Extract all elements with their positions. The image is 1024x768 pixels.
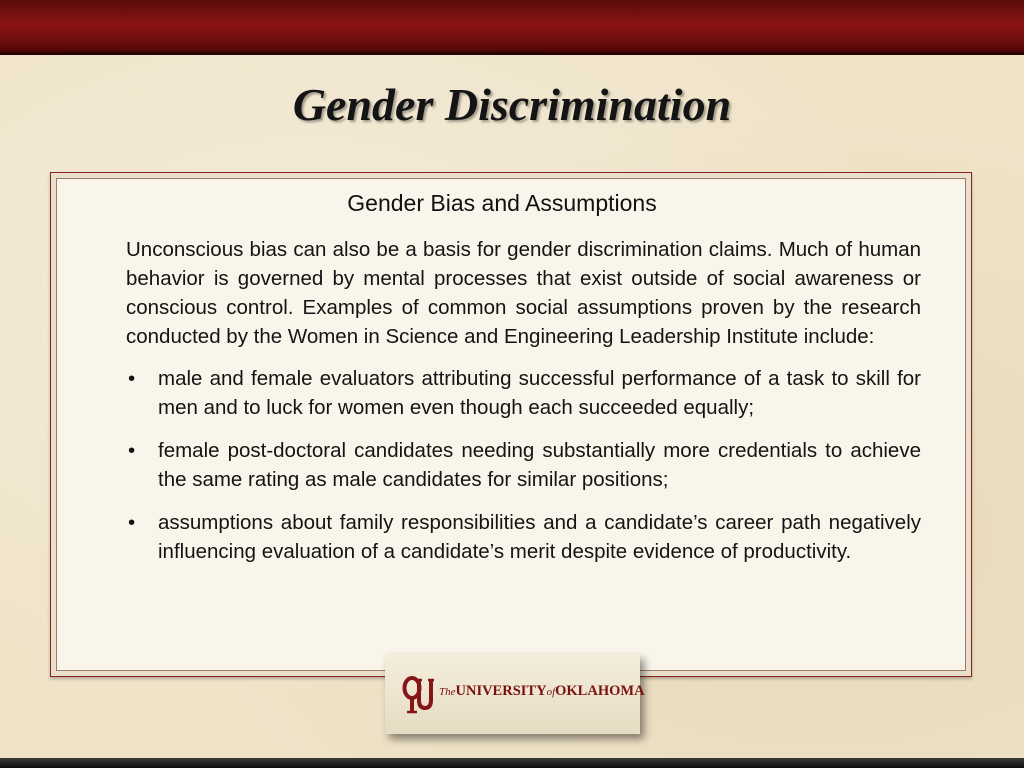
logo-university: UNIVERSITY — [455, 683, 547, 699]
bullet-list — [126, 364, 921, 566]
logo-the: The — [439, 686, 456, 698]
intro-paragraph: Unconscious bias can also be a basis for gender discrimination claims. Much of human behavior is governed by mental processes that exist outside of social awareness or conscious control. Examples of common social assumptions proven by the research conducted by the Women in Science and Engineering Leadership Institute include: — [126, 238, 921, 348]
bullet-icon: • — [128, 367, 136, 390]
bullet-text: female post-doctoral candidates needing substantially more credentials to achieve the same rating as male candidates for similar positions; — [158, 439, 921, 491]
bullet-icon: • — [128, 439, 136, 462]
list-item — [126, 364, 921, 422]
list-item — [126, 436, 921, 494]
logo-wordmark — [439, 683, 645, 700]
slide-title: Gender Discrimination — [292, 79, 732, 130]
body-text — [126, 235, 921, 580]
logo-of: of — [546, 686, 556, 698]
logo-oklahoma: OKLAHOMA — [555, 683, 645, 699]
bullet-text: male and female evaluators attributing successful performance of a task to skill for men and to luck for women even though each succeeded equally; — [158, 367, 921, 419]
ou-monogram-icon — [401, 674, 435, 714]
bullet-text: assumptions about family responsibilities and a candidate’s career path negatively influencing evaluation of a candidate’s merit despite evidence of productivity. — [158, 511, 921, 563]
top-banner — [0, 0, 1024, 55]
list-item — [126, 508, 921, 566]
content-box — [50, 172, 972, 677]
university-logo — [385, 654, 645, 734]
bullet-icon: • — [128, 511, 136, 534]
bottom-banner — [0, 758, 1024, 768]
section-heading: Gender Bias and Assumptions — [347, 190, 657, 216]
